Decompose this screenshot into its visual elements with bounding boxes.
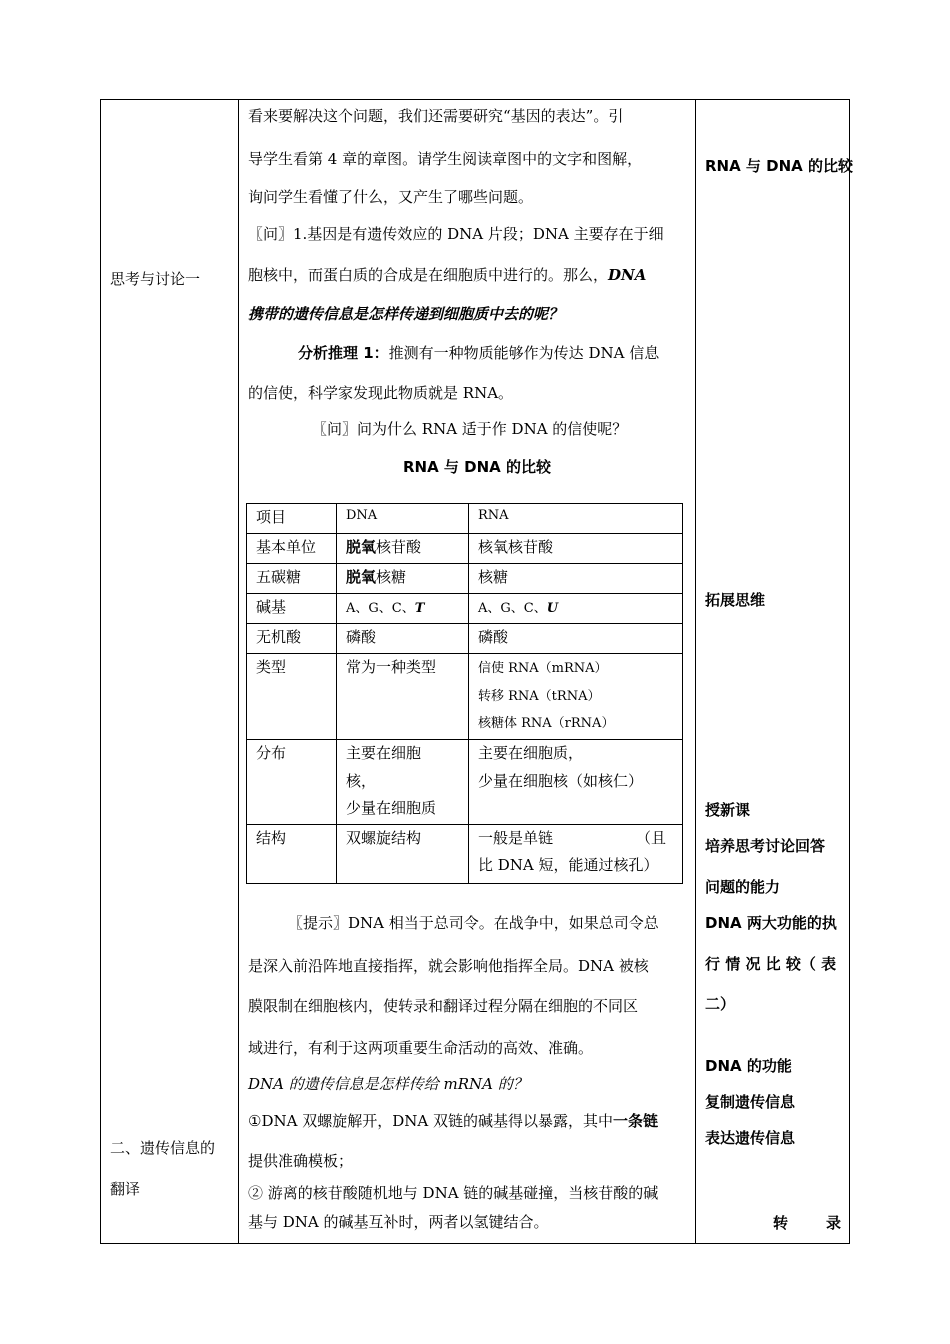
cell-rna-1a: 一般是单链 (478, 829, 554, 847)
cell-dna: 常为一种类型 (346, 658, 437, 676)
note-extend-thinking: 拓展思维 (705, 591, 766, 609)
note-dna-function: DNA 的功能 (705, 1057, 792, 1075)
step-2-line-1: ② 游离的核苷酸随机地与 DNA 链的碱基碰撞，当核苷酸的碱 (248, 1184, 659, 1202)
note-transcription-1: 转 (773, 1214, 789, 1232)
cell-rna-bases: A、G、C、 (478, 601, 547, 616)
table-row-line (247, 563, 682, 564)
cell-rna-2: 少量在细胞核（如核仁） (478, 772, 644, 790)
cell-dna: 双螺旋结构 (346, 829, 422, 847)
cell-dna-3: 少量在细胞质 (346, 799, 437, 817)
row-label: 无机酸 (256, 628, 302, 646)
table-row-line (247, 623, 682, 624)
row-label: 基本单位 (256, 538, 317, 556)
reasoning-text: 推测有一种物质能够作为传达 DNA 信息 (388, 344, 660, 362)
note-dna-functions-2: 行 情 况 比 较（ 表 (705, 955, 837, 973)
cell-rna-1: 主要在细胞质， (478, 744, 584, 762)
row-label: 分布 (256, 744, 287, 762)
table-col-line (336, 504, 337, 883)
header-dna: DNA (346, 508, 378, 523)
hint-line-3: 膜限制在细胞核内，使转录和翻译过程分隔在细胞的不同区 (248, 997, 639, 1015)
section-label-discussion: 思考与讨论一 (110, 270, 201, 288)
cell-dna-bold: 脱氧 (346, 538, 377, 556)
table-title: RNA 与 DNA 的比较 (403, 458, 551, 476)
cell-rna-2: 比 DNA 短，能通过核孔） (478, 856, 659, 874)
step-1-line-1 (248, 1110, 658, 1131)
reasoning-line-2: 的信使，科学家发现此物质就是 RNA。 (248, 384, 514, 402)
cell-dna-base-t: T (414, 601, 425, 616)
step-2-line-2: 基与 DNA 的碱基互补时，两者以氢键结合。 (248, 1213, 549, 1231)
cell-dna-rest: 核糖 (376, 568, 407, 586)
table-col-line (468, 504, 469, 883)
section-label-translation-2: 翻译 (110, 1180, 141, 1198)
question-1-line-2 (248, 264, 646, 285)
cell-rna: 核氧核苷酸 (478, 538, 554, 556)
question-1-line-1: 〖问〗1.基因是有遗传效应的 DNA 片段；DNA 主要存在于细 (248, 225, 664, 243)
cell-rna: 核糖 (478, 568, 509, 586)
row-label: 五碳糖 (256, 568, 302, 586)
table-row-line (247, 593, 682, 594)
note-dna-functions-3: 二） (705, 995, 736, 1013)
question-2: 〖问〗问为什么 RNA 适于作 DNA 的信使呢？ (312, 420, 628, 438)
cell-dna-2: 核， (346, 772, 377, 790)
main-line-3: 询问学生看懂了什么，又产生了哪些问题。 (248, 188, 534, 206)
header-item: 项目 (256, 508, 287, 526)
step-1-line-2: 提供准确模板； (248, 1152, 354, 1170)
row-label: 类型 (256, 658, 287, 676)
note-transcription-2: 录 (826, 1214, 842, 1232)
question-1-line-3: 携带的遗传信息是怎样传递到细胞质中去的呢？ (248, 305, 564, 323)
cell-rna-2: 转移 RNA（tRNA） (478, 689, 601, 704)
cell-rna-1: 信使 RNA（mRNA） (478, 661, 608, 676)
step-1-text: ①DNA 双螺旋解开，DNA 双链的碱基得以暴露，其中 (248, 1112, 613, 1130)
note-new-lesson: 授新课 (705, 801, 751, 819)
hint-line-4: 域进行，有利于这两项重要生命活动的高效、准确。 (248, 1039, 594, 1057)
note-ability-1: 培养思考讨论回答 (705, 837, 826, 855)
cell-dna-bold: 脱氧 (346, 568, 377, 586)
question-3: DNA 的遗传信息是怎样传给 mRNA 的？ (248, 1075, 528, 1093)
cell-dna (346, 536, 421, 557)
cell-rna: 磷酸 (478, 628, 509, 646)
hint-line-2: 是深入前沿阵地直接指挥，就会影响他指挥全局。DNA 被核 (248, 957, 649, 975)
hint-line-1: 〖提示〗DNA 相当于总司令。在战争中，如果总司令总 (288, 914, 659, 932)
note-ability-2: 问题的能力 (705, 878, 781, 896)
column-divider-right (695, 100, 696, 1243)
table-row-line (247, 824, 682, 825)
cell-dna (346, 597, 424, 616)
table-row-line (247, 533, 682, 534)
main-line-2: 导学生看第 4 章的章图。请学生阅读章图中的文字和图解， (248, 150, 643, 168)
reasoning-label: 分析推理 1： (298, 344, 389, 362)
column-divider-left (238, 100, 239, 1243)
comparison-table (246, 503, 683, 884)
section-label-translation-1: 二、遗传信息的 (110, 1139, 216, 1157)
row-label: 碱基 (256, 598, 287, 616)
cell-dna: 磷酸 (346, 628, 377, 646)
cell-rna (478, 597, 558, 616)
note-dna-functions-1: DNA 两大功能的执 (705, 914, 837, 932)
note-express: 表达遗传信息 (705, 1129, 796, 1147)
cell-rna-base-u: U (546, 601, 559, 616)
cell-dna-rest: 核苷酸 (376, 538, 422, 556)
header-rna: RNA (478, 508, 509, 523)
question-1-emph: DNA (608, 266, 647, 284)
table-row-line (247, 739, 682, 740)
main-line-1: 看来要解决这个问题，我们还需要研究“基因的表达”。引 (248, 107, 624, 125)
note-rna-dna-compare: RNA 与 DNA 的比较 (705, 157, 853, 175)
cell-dna-1: 主要在细胞 (346, 744, 422, 762)
reasoning-line-1 (298, 342, 659, 363)
table-row-line (247, 653, 682, 654)
step-1-emph: 一条链 (612, 1112, 658, 1130)
cell-rna-1b: （且 (636, 829, 667, 847)
note-replicate: 复制遗传信息 (705, 1093, 796, 1111)
question-1-text: 胞核中，而蛋白质的合成是在细胞质中进行的。那么， (248, 266, 609, 284)
cell-dna (346, 566, 406, 587)
cell-rna-3: 核糖体 RNA（rRNA） (478, 716, 615, 731)
row-label: 结构 (256, 829, 287, 847)
cell-dna-bases: A、G、C、 (346, 601, 415, 616)
